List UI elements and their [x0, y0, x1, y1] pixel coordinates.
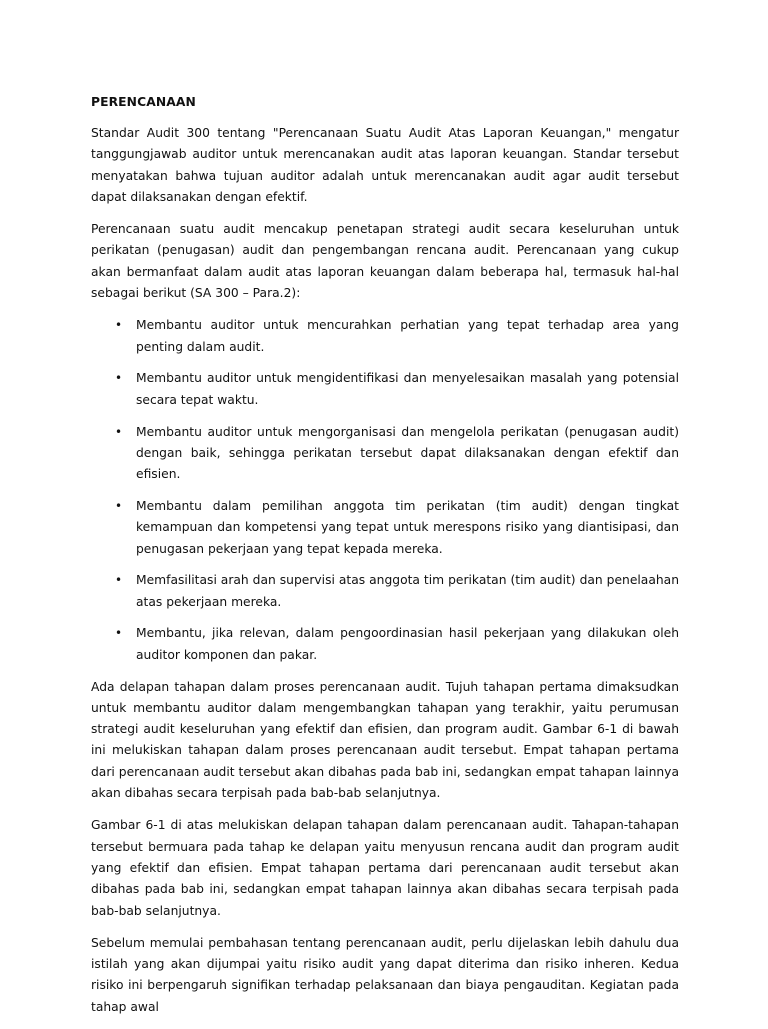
paragraph-4: Gambar 6-1 di atas melukiskan delapan tahapan dalam perencanaan audit. Tahapan-tahapan tersebut bermuara pada tahap ke delapan yaitu menyusun rencana audit dan program audit yang efektif dan efisien. Empat tahapan pertama dari perencanaan audit tersebut akan dibahas pada bab ini, sedangkan empat tahapan lainnya akan dibahas secara terpisah pada bab-bab selanjutnya.	[91, 818, 679, 918]
paragraph-2: Perencanaan suatu audit mencakup penetapan strategi audit secara keseluruhan untuk perikatan (penugasan) audit dan pengembangan rencana audit. Perencanaan yang cukup akan bermanfaat dalam audit atas laporan keuangan dalam beberapa hal, termasuk hal-hal sebagai berikut (SA 300 – Para.2):	[91, 222, 679, 301]
bullet-icon: •	[115, 424, 123, 439]
bullet-icon: •	[115, 626, 123, 641]
bullet-text: Memfasilitasi arah dan supervisi atas anggota tim perikatan (tim audit) dan penelaahan atas pekerjaan mereka.	[136, 573, 679, 609]
bullet-text: Membantu auditor untuk mengidentifikasi dan menyelesaikan masalah yang potensial secara tepat waktu.	[136, 371, 679, 407]
bullet-text: Membantu auditor untuk mencurahkan perhatian yang tepat terhadap area yang penting dalam audit.	[136, 318, 679, 354]
bullet-icon: •	[115, 371, 123, 386]
bullet-icon: •	[115, 573, 123, 588]
bullet-text: Membantu dalam pemilihan anggota tim perikatan (tim audit) dengan tingkat kemampuan dan kompetensi yang tepat untuk merespons risiko yang diantisipasi, dan penugasan pekerjaan yang tepat kepada mereka.	[136, 498, 679, 556]
bullet-text: Membantu auditor untuk mengorganisasi dan mengelola perikatan (penugasan audit) dengan baik, sehingga perikatan tersebut dapat dilaksanakan dengan efektif dan efisien.	[136, 424, 679, 482]
bullet-item	[91, 315, 679, 358]
paragraph-3: Ada delapan tahapan dalam proses perencanaan audit. Tujuh tahapan pertama dimaksudkan untuk membantu auditor dalam mengembangkan tahapan yang terakhir, yaitu perumusan strategi audit keseluruhan yang efektif dan efisien, dan program audit. Gambar 6-1 di bawah ini melukiskan tahapan dalam proses perencanaan audit tersebut. Empat tahapan pertama dari perencanaan audit tersebut akan dibahas pada bab ini, sedangkan empat tahapan lainnya akan dibahas secara terpisah pada bab-bab selanjutnya.	[91, 679, 679, 801]
paragraph-5: Sebelum memulai pembahasan tentang perencanaan audit, perlu dijelaskan lebih dahulu dua istilah yang akan dijumpai yaitu risiko audit yang dapat diterima dan risiko inheren. Kedua risiko ini berpengaruh signifikan terhadap pelaksanaan dan biaya pengauditan. Kegiatan pada tahap awal	[91, 935, 679, 1014]
bullet-text: Membantu, jika relevan, dalam pengoordinasian hasil pekerjaan yang dilakukan oleh auditor komponen dan pakar.	[136, 626, 679, 662]
section-heading: PERENCANAAN	[91, 95, 196, 109]
paragraph-1: Standar Audit 300 tentang "Perencanaan Suatu Audit Atas Laporan Keuangan," mengatur tanggungjawab auditor untuk merencanakan audit atas laporan keuangan. Standar tersebut menyatakan bahwa tujuan auditor adalah untuk merencanakan audit agar audit tersebut dapat dilaksanakan dengan efektif.	[91, 126, 679, 204]
bullet-icon: •	[115, 318, 123, 333]
document-page	[91, 92, 679, 1029]
bullet-icon: •	[115, 498, 123, 513]
bullet-item	[91, 368, 679, 411]
bullet-list	[91, 315, 679, 666]
bullet-item	[91, 496, 679, 560]
bullet-item	[91, 570, 679, 613]
bullet-item	[91, 623, 679, 666]
bullet-item	[91, 422, 679, 486]
